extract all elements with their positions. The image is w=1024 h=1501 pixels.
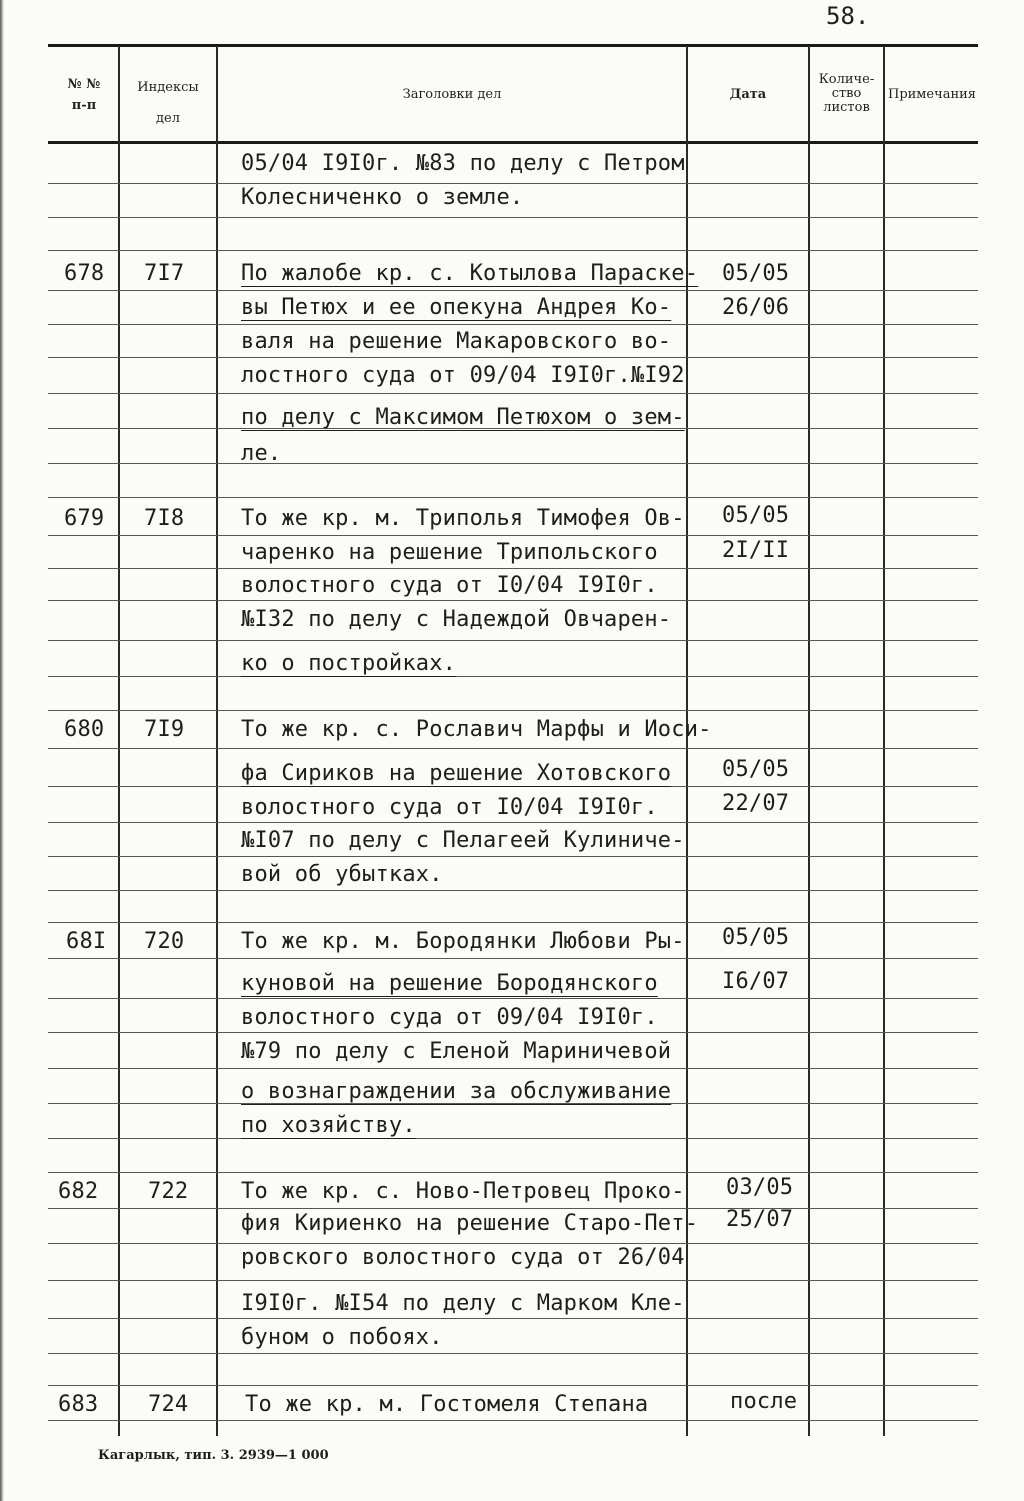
entry-date: после: [730, 1389, 798, 1414]
row-rule: [48, 1208, 978, 1209]
entry-date: 22/07: [722, 791, 790, 816]
entry-title-line: о вознаграждении за обслуживание: [241, 1079, 672, 1104]
entry-date: 05/05: [722, 757, 790, 782]
row-rule: [48, 600, 978, 601]
row-rule: [48, 393, 978, 394]
entry-title-line: №79 по делу с Еленой Мариничевой: [241, 1039, 672, 1064]
entry-title-line: I9I0г. №I54 по делу с Марком Кле-: [241, 1291, 685, 1316]
row-rule: [48, 1420, 978, 1421]
entry-index: 720: [144, 929, 185, 954]
entry-date: 26/06: [722, 295, 790, 320]
row-rule: [48, 568, 978, 569]
entry-title-line: валя на решение Макаровского во-: [241, 329, 672, 354]
row-rule: [48, 535, 978, 536]
entry-title-line: То же кр. м. Бородянки Любови Ры-: [241, 929, 685, 954]
entry-title-line: 05/04 I9I0г. №83 по делу с Петром: [241, 151, 685, 176]
entry-index: 722: [148, 1179, 189, 1204]
row-rule: [48, 183, 978, 184]
entry-title-line: буном о побоях.: [241, 1325, 443, 1350]
entry-title-line: То же кр. с. Ново-Петровец Проко-: [241, 1179, 685, 1204]
entry-index: 7I7: [144, 261, 185, 286]
entry-title-line: волостного суда от I0/04 I9I0г.: [241, 573, 658, 598]
row-rule: [48, 822, 978, 823]
entry-title-line: волостного суда от 09/04 I9I0г.: [241, 1005, 658, 1030]
row-rule: [48, 324, 978, 325]
header-sheets: Количе- ство листов: [818, 72, 875, 115]
entry-date: 05/05: [722, 925, 790, 950]
row-rule: [48, 250, 978, 251]
entry-title-line: ко о постройках.: [241, 651, 457, 676]
printer-imprint: Кагарлык, тип. 3. 2939—1 000: [98, 1448, 329, 1463]
entry-title-line: по хозяйству.: [241, 1113, 416, 1138]
column-divider: [216, 46, 218, 1436]
entry-title-line: По жалобе кр. с. Котылова Параске-: [241, 261, 699, 286]
entry-index: 7I9: [144, 717, 185, 742]
row-rule: [48, 786, 978, 787]
row-rule: [48, 1032, 978, 1033]
entry-title-line: вы Петюх и ее опекуна Андрея Ко-: [241, 295, 672, 320]
entry-date: I6/07: [722, 969, 790, 994]
row-rule: [48, 748, 978, 749]
entry-number: 680: [64, 717, 105, 742]
entry-date: 25/07: [726, 1207, 794, 1232]
column-divider: [118, 46, 120, 1436]
entry-number: 678: [64, 261, 105, 286]
row-rule: [48, 1243, 978, 1244]
row-rule: [48, 290, 978, 291]
row-rule: [48, 710, 978, 711]
row-rule: [48, 463, 978, 464]
row-rule: [48, 1068, 978, 1069]
entry-title-line: чаренко на решение Трипольского: [241, 540, 658, 565]
header-index: Индексы дел: [137, 80, 199, 126]
entry-index: 7I8: [144, 506, 185, 531]
entry-title-line: вой об убытках.: [241, 862, 443, 887]
entry-title-line: по делу с Максимом Петюхом о зем-: [241, 405, 685, 430]
entry-title-line: То же кр. с. Рославич Марфы и Иоси-: [241, 717, 712, 742]
entry-date: 05/05: [722, 503, 790, 528]
entry-title-line: фия Кириенко на решение Старо-Пет-: [241, 1211, 699, 1236]
entry-title-line: №I32 по делу с Надеждой Овчарен-: [241, 607, 672, 632]
column-divider: [883, 46, 885, 1436]
entry-title-line: лостного суда от 09/04 I9I0г.№I92: [241, 363, 685, 388]
header-bottom-rule: [48, 141, 978, 144]
row-rule: [48, 497, 978, 498]
entry-title-line: ле.: [241, 441, 282, 466]
row-rule: [48, 998, 978, 999]
entry-number: 682: [58, 1179, 99, 1204]
header-notes: Примечания: [887, 87, 976, 102]
row-rule: [48, 890, 978, 891]
row-rule: [48, 217, 978, 218]
page-number: 58.: [826, 2, 870, 30]
entry-number: 683: [58, 1392, 99, 1417]
row-rule: [48, 1318, 978, 1319]
entry-date: 2I/II: [722, 538, 790, 563]
row-rule: [48, 357, 978, 358]
row-rule: [48, 1138, 978, 1139]
entry-date: 05/05: [722, 261, 790, 286]
row-rule: [48, 958, 978, 959]
entry-title-line: То же кр. м. Триполья Тимофея Ов-: [241, 506, 685, 531]
row-rule: [48, 856, 978, 857]
header-number: № № п-п: [67, 77, 101, 113]
column-divider: [808, 46, 810, 1436]
row-rule: [48, 922, 978, 923]
entry-index: 724: [148, 1392, 189, 1417]
entry-title-line: куновой на решение Бородянского: [241, 971, 658, 996]
top-rule: [48, 44, 978, 47]
entry-number: 68I: [66, 929, 107, 954]
row-rule: [48, 1172, 978, 1173]
row-rule: [48, 640, 978, 641]
entry-title-line: №I07 по делу с Пелагеей Кулиниче-: [241, 828, 685, 853]
entry-date: 03/05: [726, 1175, 794, 1200]
entry-title-line: То же кр. м. Гостомеля Степана: [245, 1392, 649, 1417]
entry-title-line: фа Сириков на решение Хотовского: [241, 761, 672, 786]
row-rule: [48, 1385, 978, 1386]
entry-title-line: Колесниченко о земле.: [241, 185, 524, 210]
row-rule: [48, 1280, 978, 1281]
entry-number: 679: [64, 506, 105, 531]
row-rule: [48, 676, 978, 677]
entry-title-line: ровского волостного суда от 26/04: [241, 1245, 685, 1270]
row-rule: [48, 1353, 978, 1354]
header-title: Заголовки дел: [402, 87, 502, 102]
header-date: Дата: [729, 87, 767, 102]
entry-title-line: волостного суда от I0/04 I9I0г.: [241, 795, 658, 820]
